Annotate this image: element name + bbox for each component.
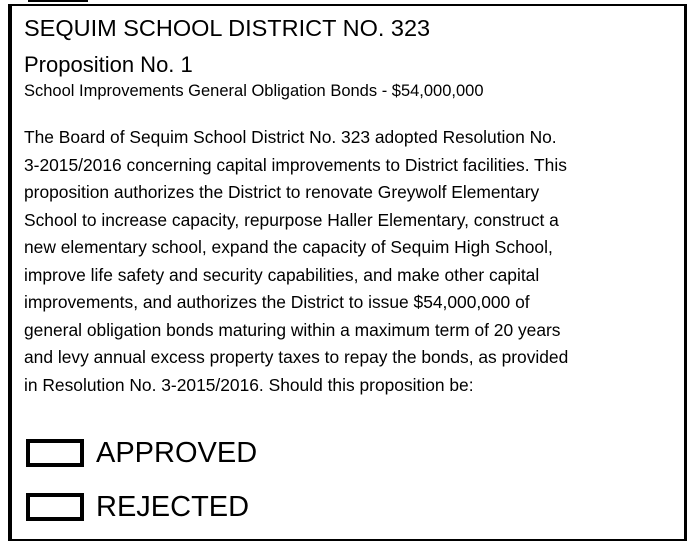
body-line: improve life safety and security capabilities, and make other capital [24,264,540,285]
district-title: SEQUIM SCHOOL DISTRICT NO. 323 [24,15,431,41]
body-line: proposition authorizes the District to renovate Greywolf Elementary [24,182,540,202]
body-line: general obligation bonds maturing within a maximum term of 20 years [24,319,561,340]
rejected-option[interactable] [26,490,249,524]
body-line: new elementary school, expand the capacity of Sequim High School, [24,237,553,257]
proposition-body [24,124,674,399]
rejected-checkbox[interactable] [26,493,84,521]
body-line: in Resolution No. 3-2015/2016. Should this proposition be: [24,374,474,395]
rejected-label: REJECTED [96,491,250,523]
approved-checkbox[interactable] [26,439,84,467]
proposition-subtitle: School Improvements General Obligation Bonds - $54,000,000 [24,82,484,100]
ballot-measure-content [24,12,674,399]
body-line: 3-2015/2016 concerning capital improvements to District facilities. This [24,154,567,175]
approved-option[interactable] [26,436,257,470]
previous-item-fragment [28,0,88,2]
approved-label: APPROVED [96,437,258,469]
body-line: and levy annual excess property taxes to repay the bonds, as provided [24,347,569,367]
proposition-title: Proposition No. 1 [24,52,193,77]
body-line: School to increase capacity, repurpose Haller Elementary, construct a [24,209,559,230]
body-line: improvements, and authorizes the District to issue $54,000,000 of [24,292,530,312]
body-line: The Board of Sequim School District No. 323 adopted Resolution No. [24,127,557,147]
